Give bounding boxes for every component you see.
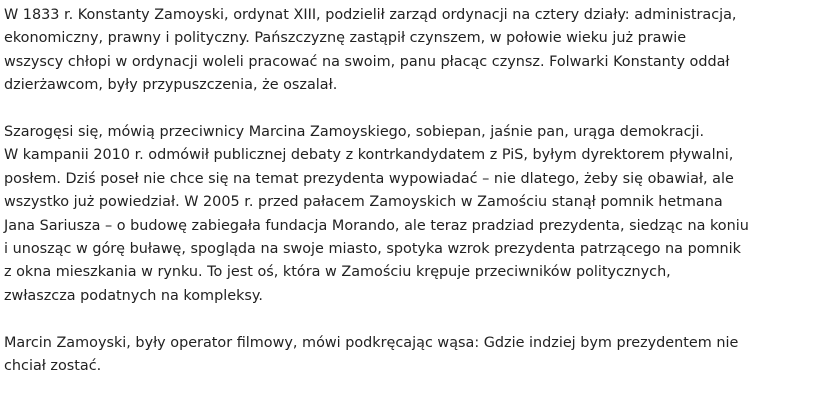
text-line: Jana Sariusza – o budowę zabiegała fundacja Morando, ale teraz pradziad prezydenta, siedząc na koniu <box>4 217 749 234</box>
text-line: posłem. Dziś poseł nie chce się na temat prezydenta wypowiadać – nie dlatego, żeby się obawiał, ale <box>4 170 734 187</box>
text-line: Marcin Zamoyski, były operator filmowy, mówi podkręcając wąsa: Gdzie indziej bym prezydentem nie <box>4 334 739 351</box>
text-line: W 1833 r. Konstanty Zamoyski, ordynat XIII, podzielił zarząd ordynacji na cztery działy: administracja, <box>4 7 737 23</box>
text-line: z okna mieszkania w rynku. To jest oś, która w Zamościu krępuje przeciwników politycznych, <box>4 264 671 281</box>
text-line: Szarogęsi się, mówią przeciwnicy Marcina Zamoyskiego, sobiepan, jaśnie pan, urąga demokracji. <box>4 124 705 141</box>
text-line: chciał zostać. <box>4 358 102 375</box>
text-line: dzierżawcom, były przypuszczenia, że oszalał. <box>4 77 338 94</box>
paragraph-ordynacja <box>4 4 826 98</box>
article-body <box>4 4 826 402</box>
text-line: ekonomiczny, prawny i polityczny. Pańszczyznę zastąpił czynszem, w połowie wieku już prawie <box>4 30 687 47</box>
paragraph-szarogesi <box>4 121 826 308</box>
text-line: wszystko już powiedział. W 2005 r. przed pałacem Zamoyskich w Zamościu stanął pomnik hetmana <box>4 194 723 211</box>
text-line: zwłaszcza podatnych na kompleksy. <box>4 287 263 304</box>
text-line: i unosząc w górę buławę, spogląda na swoje miasto, spotyka wzrok prezydenta patrzącego na pomnik <box>4 241 741 258</box>
text-line: wszyscy chłopi w ordynacji woleli pracować na swoim, panu płacąc czynsz. Folwarki Konstanty oddał <box>4 53 730 70</box>
text-line: W kampanii 2010 r. odmówił publicznej debaty z kontrkandydatem z PiS, byłym dyrektorem pływalni, <box>4 147 734 164</box>
paragraph-quote <box>4 332 826 379</box>
